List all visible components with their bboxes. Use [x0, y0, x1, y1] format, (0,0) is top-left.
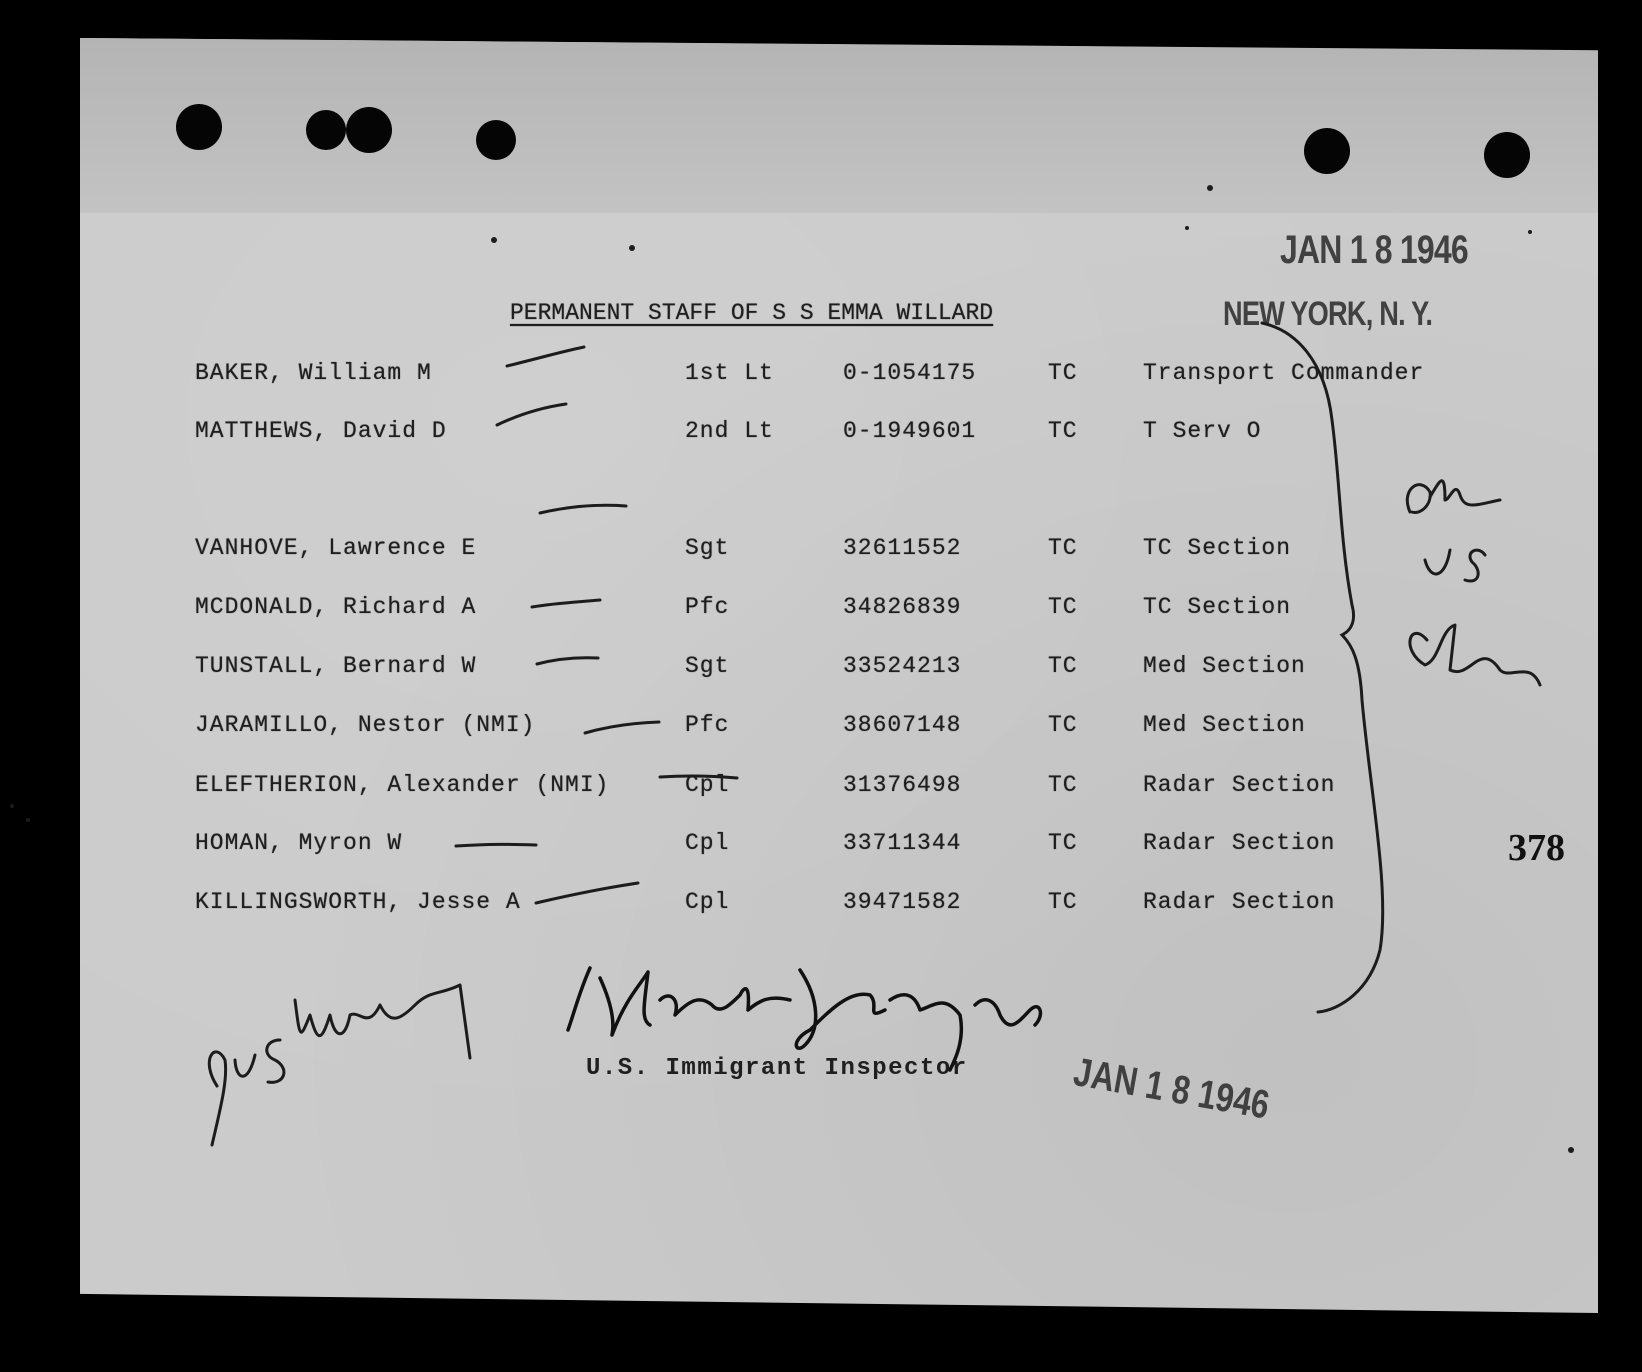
member-name: ELEFTHERION, Alexander (NMI): [195, 772, 610, 798]
scan-specks: [10, 185, 1574, 1153]
member-name: MATTHEWS, David D: [195, 418, 447, 444]
member-branch: TC: [1048, 830, 1078, 856]
member-rank: Pfc: [685, 712, 730, 738]
member-name: JARAMILLO, Nestor (NMI): [195, 712, 536, 738]
brace-mark: [1262, 323, 1383, 1012]
member-duty: Med Section: [1143, 712, 1306, 738]
member-serial: 34826839: [843, 594, 962, 620]
tick-mark: [537, 658, 598, 664]
member-name: MCDONALD, Richard A: [195, 594, 477, 620]
member-rank: 1st Lt: [685, 360, 774, 386]
member-branch: TC: [1048, 889, 1078, 915]
tick-mark: [540, 505, 626, 513]
member-branch: TC: [1048, 772, 1078, 798]
member-duty: TC Section: [1143, 594, 1292, 620]
member-serial: 38607148: [843, 712, 962, 738]
signature-handwriting: [568, 968, 1040, 1070]
member-rank: Pfc: [685, 594, 730, 620]
member-branch: TC: [1048, 360, 1078, 386]
member-branch: TC: [1048, 653, 1078, 679]
signature-title: U.S. Immigrant Inspector: [586, 1055, 968, 1082]
member-name: VANHOVE, Lawrence E: [195, 535, 477, 561]
member-rank: 2nd Lt: [685, 418, 774, 444]
member-branch: TC: [1048, 535, 1078, 561]
member-serial: 0-1054175: [843, 360, 977, 386]
member-rank: Sgt: [685, 535, 730, 561]
handwritten-count: [209, 985, 470, 1145]
member-name: HOMAN, Myron W: [195, 830, 403, 856]
member-duty: Radar Section: [1143, 889, 1336, 915]
tick-mark: [532, 600, 600, 607]
member-rank: Cpl: [685, 772, 730, 798]
tick-mark: [536, 883, 638, 903]
member-rank: Cpl: [685, 830, 730, 856]
member-rank: Cpl: [685, 889, 730, 915]
member-serial: 33524213: [843, 653, 962, 679]
place-stamp-top: NEW YORK, N. Y.: [1223, 295, 1433, 333]
tick-mark: [497, 404, 566, 425]
tick-mark: [660, 776, 737, 778]
date-stamp-top: JAN 1 8 1946: [1280, 228, 1468, 272]
member-branch: TC: [1048, 712, 1078, 738]
member-serial: 39471582: [843, 889, 962, 915]
member-branch: TC: [1048, 418, 1078, 444]
page-number: 378: [1508, 827, 1565, 869]
member-duty: Radar Section: [1143, 830, 1336, 856]
document-heading: PERMANENT STAFF OF S S EMMA WILLARD: [510, 300, 994, 326]
member-serial: 31376498: [843, 772, 962, 798]
member-duty: Radar Section: [1143, 772, 1336, 798]
member-duty: Transport Commander: [1143, 360, 1425, 386]
date-stamp-bottom: JAN 1 8 1946: [1070, 1050, 1273, 1128]
member-rank: Sgt: [685, 653, 730, 679]
member-duty: T Serv O: [1143, 418, 1262, 444]
margin-note: [1407, 481, 1540, 685]
member-duty: TC Section: [1143, 535, 1292, 561]
member-duty: Med Section: [1143, 653, 1306, 679]
member-name: TUNSTALL, Bernard W: [195, 653, 477, 679]
member-name: KILLINGSWORTH, Jesse A: [195, 889, 521, 915]
tick-mark: [456, 844, 536, 846]
tick-mark: [585, 722, 659, 733]
member-branch: TC: [1048, 594, 1078, 620]
tick-mark: [507, 347, 584, 366]
member-serial: 32611552: [843, 535, 962, 561]
member-serial: 33711344: [843, 830, 962, 856]
member-name: BAKER, William M: [195, 360, 432, 386]
member-serial: 0-1949601: [843, 418, 977, 444]
